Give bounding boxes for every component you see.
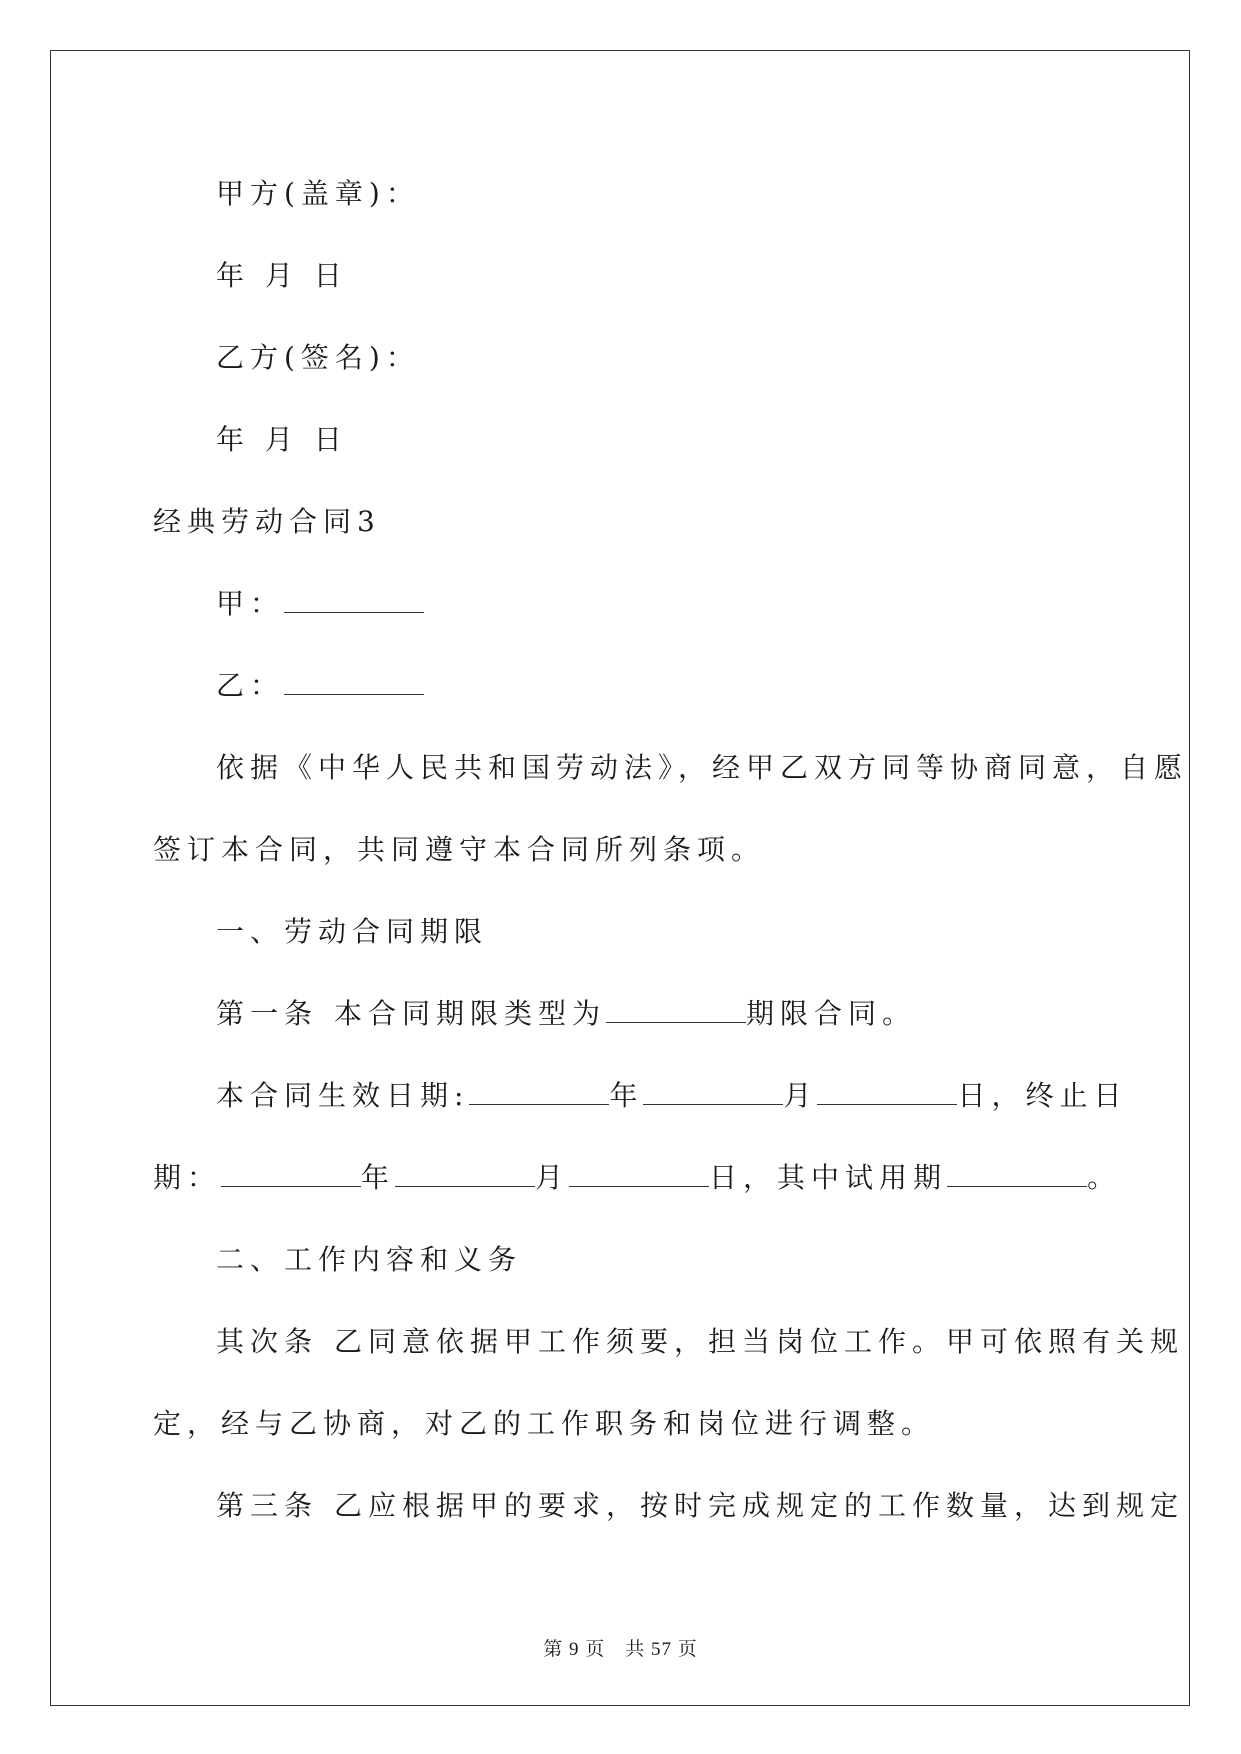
- paragraph-intro-2: 签订本合同，共同遵守本合同所列条项。: [153, 833, 766, 866]
- probation-blank: [947, 1162, 1087, 1187]
- party-a-field: [216, 586, 424, 622]
- probation-label: 日，其中试用期: [709, 1161, 948, 1194]
- article-2-continued: 定，经与乙协商，对乙的工作职务和岗位进行调整。: [153, 1407, 936, 1440]
- termination-month-blank: [395, 1162, 535, 1187]
- page-number-footer: 第 9 页 共 57 页: [543, 1639, 698, 1660]
- party-b-sign-line: 乙方(签名)：: [216, 341, 420, 374]
- party-b-date-line: 年 月 日: [216, 423, 348, 456]
- section-title: 经典劳动合同3: [153, 505, 381, 538]
- party-b-label: 乙：: [216, 669, 285, 702]
- party-a-blank: [284, 588, 424, 613]
- article-3-number: 第三条: [216, 1489, 319, 1522]
- period-mark: 。: [1087, 1161, 1122, 1194]
- paragraph-intro-1: 依据《中华人民共和国劳动法》，经甲乙双方同等协商同意，自愿: [216, 751, 1189, 784]
- party-b-blank: [284, 670, 424, 695]
- article-2-number: 其次条: [216, 1325, 319, 1358]
- termination-date-line: [153, 1160, 1121, 1196]
- article-2: [216, 1324, 1184, 1360]
- heading-work-content: 二、工作内容和义务: [216, 1243, 523, 1276]
- effective-date-line: [216, 1078, 1127, 1114]
- termination-label: 日，终止日: [957, 1079, 1128, 1112]
- year-label: 年: [609, 1079, 644, 1112]
- article-1: [216, 996, 916, 1032]
- heading-contract-term: 一、劳动合同期限: [216, 915, 489, 948]
- effective-date-label: 本合同生效日期:: [216, 1079, 470, 1112]
- effective-day-blank: [817, 1080, 957, 1105]
- effective-month-blank: [643, 1080, 783, 1105]
- article-1-tail: 期限合同。: [746, 997, 917, 1030]
- article-1-number: 第一条: [216, 997, 319, 1030]
- party-a-seal-line: 甲方(盖章)：: [216, 177, 420, 210]
- page-border: [50, 50, 1190, 1706]
- month-label: 月: [783, 1079, 818, 1112]
- article-3-text: 乙应根据甲的要求，按时完成规定的工作数量，达到规定: [334, 1489, 1185, 1522]
- party-b-field: [216, 668, 424, 704]
- term-type-blank: [606, 998, 746, 1023]
- effective-year-blank: [469, 1080, 609, 1105]
- month-label-2: 月: [535, 1161, 570, 1194]
- year-label-2: 年: [361, 1161, 396, 1194]
- party-a-date-line: 年 月 日: [216, 259, 348, 292]
- termination-day-blank: [569, 1162, 709, 1187]
- article-1-text: 本合同期限类型为: [334, 997, 607, 1030]
- period-label: 期：: [153, 1161, 222, 1194]
- article-2-text: 乙同意依据甲工作须要，担当岗位工作。甲可依照有关规: [334, 1325, 1185, 1358]
- party-a-label: 甲：: [216, 587, 285, 620]
- article-3: [216, 1488, 1184, 1524]
- termination-year-blank: [221, 1162, 361, 1187]
